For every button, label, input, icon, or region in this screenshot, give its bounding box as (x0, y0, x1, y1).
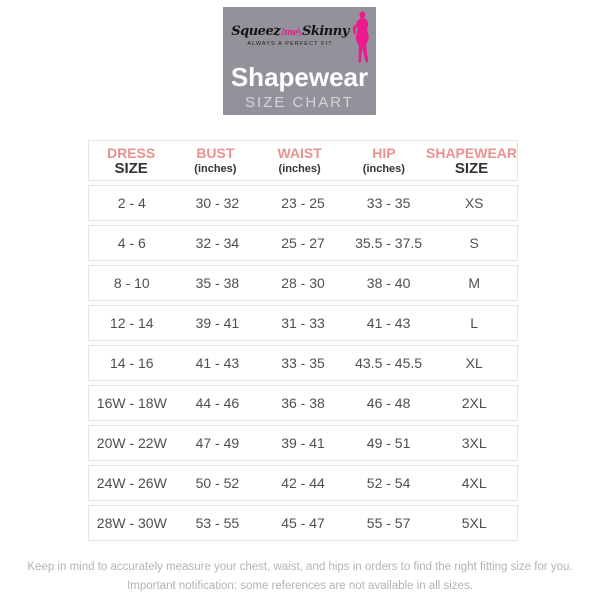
bust-value: 35 - 38 (195, 275, 240, 291)
shapewear-size-value: L (470, 315, 479, 331)
shapewear-size-value: XL (465, 355, 483, 371)
brand-header-box (223, 7, 376, 115)
column-header-bust: BUST (inches) (194, 144, 237, 175)
waist-value: 25 - 27 (281, 235, 325, 251)
brand-name-part1: Squeez (231, 24, 281, 39)
page-subtitle: SIZE CHART (245, 94, 354, 111)
hip-value: 41 - 43 (366, 315, 411, 331)
hip-value: 55 - 57 (366, 515, 411, 531)
table-row-xs (88, 185, 518, 221)
table-row-2xl (88, 385, 518, 421)
hip-value: 38 - 40 (366, 275, 411, 291)
shapewear-size-value: XS (464, 195, 484, 211)
bust-value: 30 - 32 (195, 195, 240, 211)
dress-size-value: 2 - 4 (117, 195, 146, 211)
table-row-m (88, 265, 518, 301)
table-header-row (88, 140, 518, 181)
bust-value: 39 - 41 (195, 315, 240, 331)
size-chart-table (88, 140, 518, 545)
hip-value: 49 - 51 (366, 435, 411, 451)
hip-value: 33 - 35 (366, 195, 411, 211)
bust-value: 53 - 55 (195, 515, 240, 531)
bust-value: 47 - 49 (195, 435, 240, 451)
table-row-5xl (88, 505, 518, 541)
table-row-l (88, 305, 518, 341)
brand-name-part3: Skinny (301, 24, 349, 39)
waist-value: 31 - 33 (281, 315, 325, 331)
brand-name (231, 24, 349, 39)
waist-value: 28 - 30 (281, 275, 325, 291)
footer-note-measure: Keep in mind to accurately measure your chest, waist, and hips in orders to find the right fitting size for you. (27, 561, 573, 573)
shapewear-size-value: 4XL (461, 475, 487, 491)
waist-value: 45 - 47 (281, 515, 325, 531)
bust-value: 44 - 46 (195, 395, 240, 411)
table-row-4xl (88, 465, 518, 501)
shapewear-size-value: 5XL (461, 515, 487, 531)
shapewear-size-value: M (468, 275, 480, 291)
table-row-3xl (88, 425, 518, 461)
shapewear-size-value: 3XL (461, 435, 487, 451)
waist-value: 36 - 38 (281, 395, 325, 411)
hip-value: 43.5 - 45.5 (355, 355, 423, 371)
column-header-hip: HIP (inches) (362, 144, 405, 175)
footer-note-availability: Important notification: some references are not available in all sizes. (127, 580, 473, 592)
bust-value: 32 - 34 (195, 235, 240, 251)
table-row-xl (88, 345, 518, 381)
table-row-s (88, 225, 518, 261)
waist-value: 23 - 25 (281, 195, 325, 211)
page-title: Shapewear (230, 62, 369, 92)
dress-size-value: 4 - 6 (117, 235, 146, 251)
column-header-shapewear-size: SHAPEWEAR SIZE (426, 144, 518, 177)
waist-value: 39 - 41 (281, 435, 325, 451)
column-header-dress-size: DRESS SIZE (107, 144, 156, 177)
dress-size-value: 16W - 18W (96, 395, 167, 411)
brand-logo (223, 7, 376, 53)
waist-value: 33 - 35 (281, 355, 325, 371)
dress-size-value: 28W - 30W (96, 515, 167, 531)
hip-value: 46 - 48 (366, 395, 411, 411)
waist-value: 42 - 44 (281, 475, 325, 491)
dress-size-value: 24W - 26W (96, 475, 167, 491)
brand-tagline: ALWAYS A PERFECT FIT (247, 41, 333, 47)
brand-name-part2: / me \ (280, 28, 302, 38)
dress-size-value: 20W - 22W (96, 435, 167, 451)
bust-value: 50 - 52 (195, 475, 240, 491)
shapewear-size-value: S (469, 235, 479, 251)
shapewear-size-value: 2XL (461, 395, 487, 411)
hip-value: 35.5 - 37.5 (355, 235, 423, 251)
column-header-waist: WAIST (inches) (277, 144, 322, 175)
dress-size-value: 14 - 16 (110, 355, 154, 371)
woman-silhouette-icon (350, 11, 371, 64)
dress-size-value: 12 - 14 (110, 315, 154, 331)
hip-value: 52 - 54 (366, 475, 411, 491)
dress-size-value: 8 - 10 (113, 275, 150, 291)
footer-notes (0, 558, 600, 596)
bust-value: 41 - 43 (195, 355, 240, 371)
